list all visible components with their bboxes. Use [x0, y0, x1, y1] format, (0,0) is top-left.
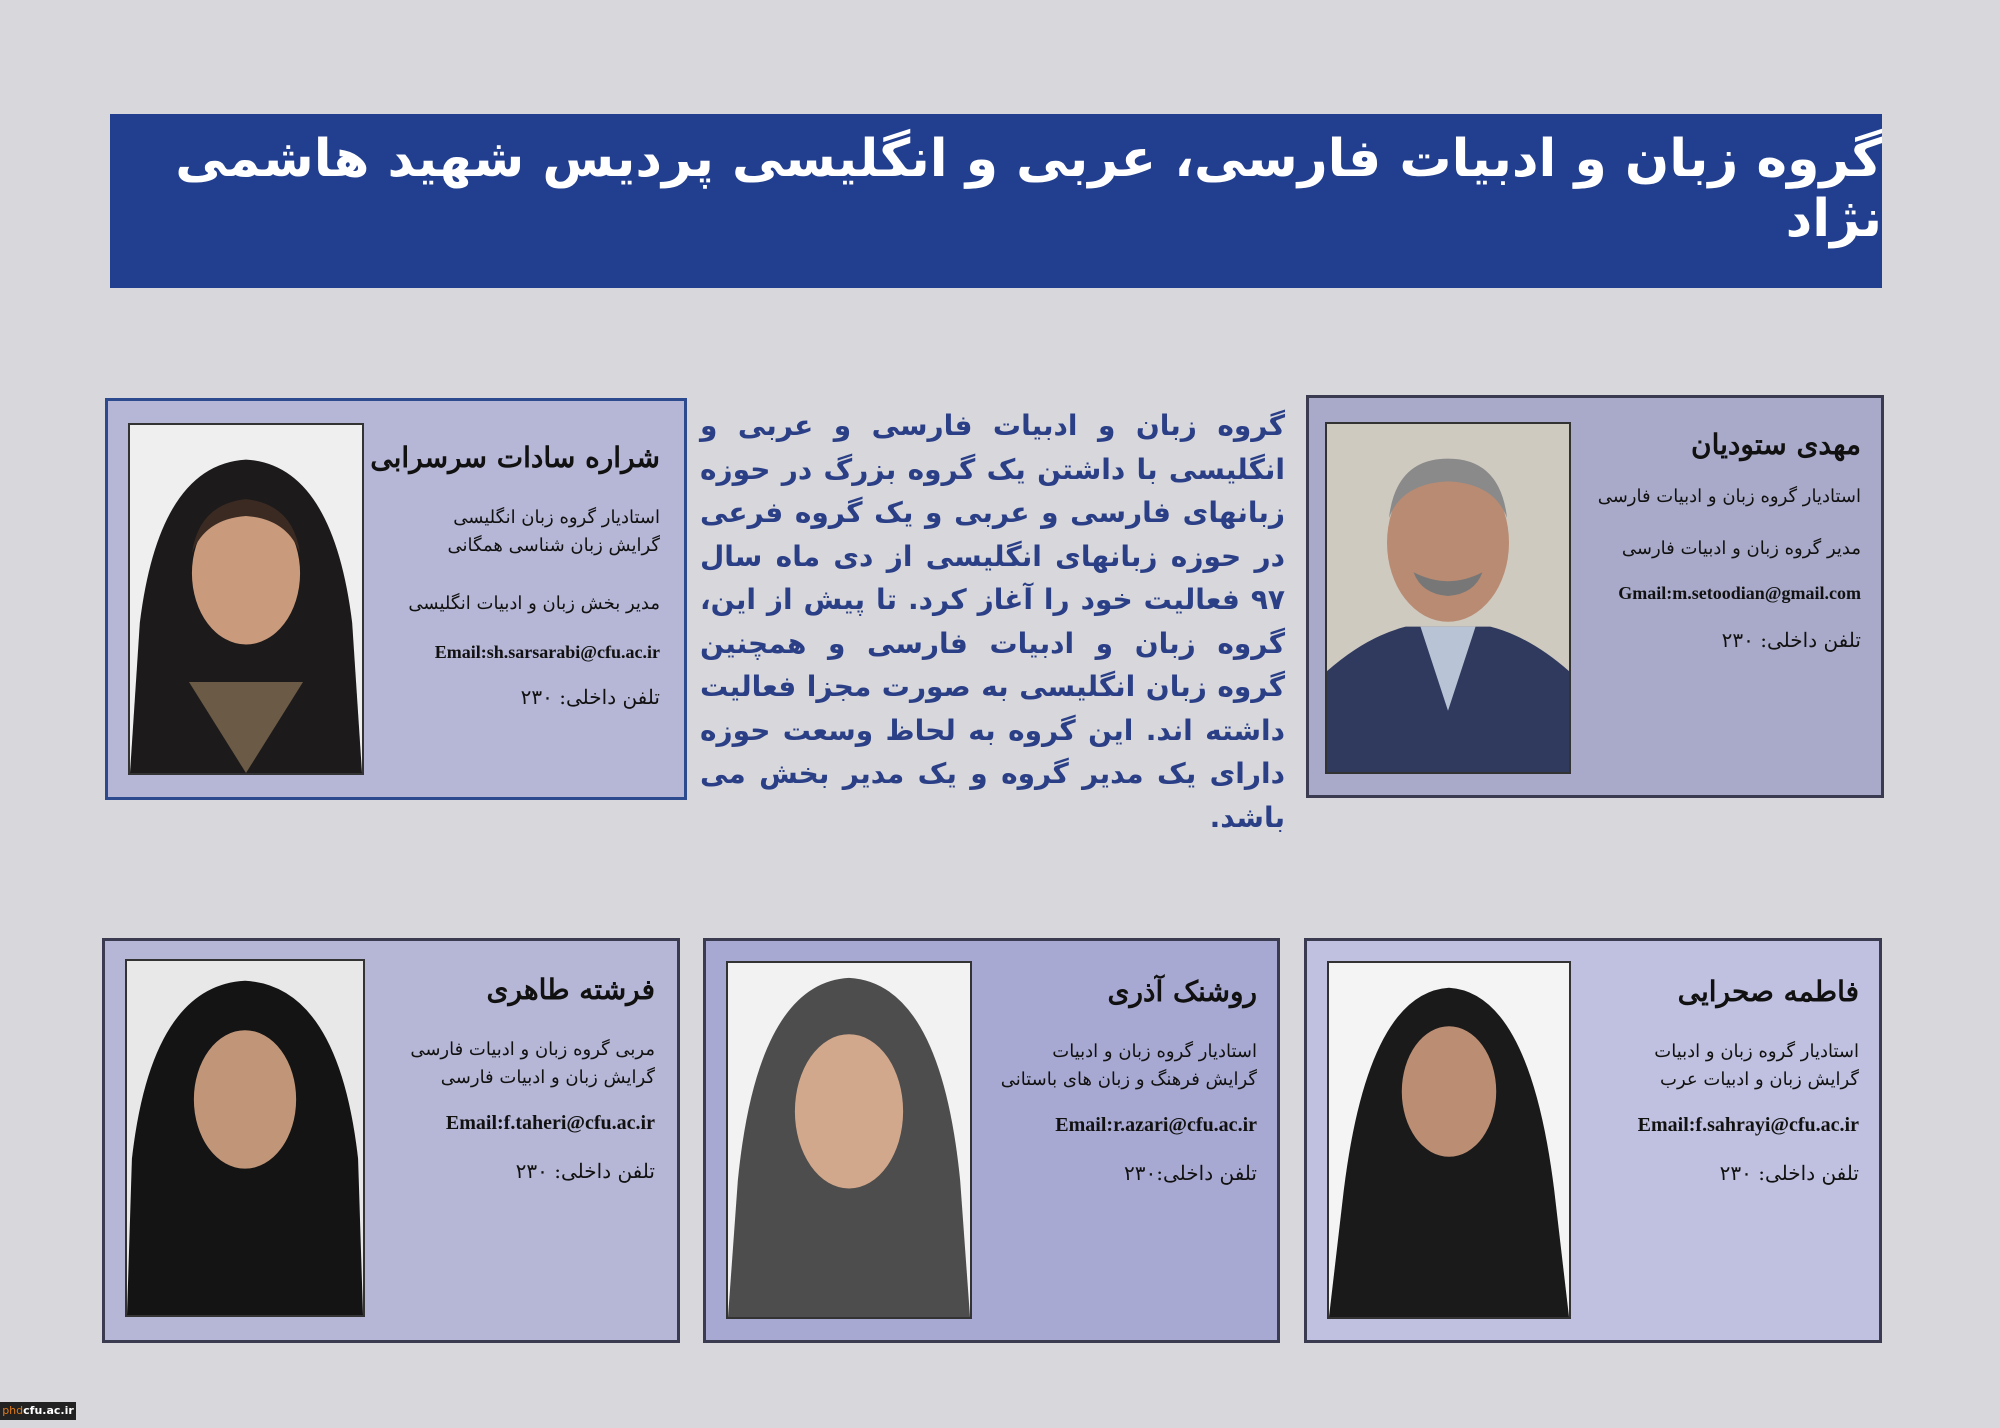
- woman-portrait-icon: [728, 963, 970, 1317]
- profile-photo: [128, 423, 364, 775]
- man-portrait-icon: [1327, 424, 1569, 772]
- profile-title: استادیار گروه زبان و ادبیات فارسی: [1597, 486, 1861, 507]
- profile-card-sarsarabi: [105, 398, 687, 800]
- profile-specialty: گرایش زبان شناسی همگانی: [447, 535, 660, 556]
- group-intro-text: گروه زبان و ادبیات فارسی و عربی و انگلیسی با داشتن یک گروه بزرگ در حوزه زبانهای فارسی و عربی و یک گروه فرعی در حوزه زبانهای انگلیسی از دی ماه سال ۹۷ فعالیت خود را آغاز کرد. تا پیش از این، گروه زبان و ادبیات فارسی و همچنین گروه زبان انگلیسی به صورت مجزا فعالیت داشته اند. این گروه به لحاظ وسعت حوزه دارای یک مدیر گروه و یک مدیر بخش می باشد.: [700, 409, 1285, 834]
- profile-email: Email:sh.sarsarabi@cfu.ac.ir: [434, 642, 660, 662]
- profile-phone: تلفن داخلی: ۲۳۰: [1719, 1161, 1859, 1185]
- profile-specialty: گرایش زبان و ادبیات فارسی: [440, 1067, 655, 1088]
- profile-email: Email:f.taheri@cfu.ac.ir: [445, 1112, 655, 1134]
- profile-email: Email:f.sahrayi@cfu.ac.ir: [1637, 1114, 1859, 1136]
- watermark-prefix: phd: [2, 1404, 24, 1417]
- watermark-suffix: cfu.ac.ir: [23, 1404, 74, 1417]
- profile-photo: [1327, 961, 1571, 1319]
- profile-name: مهدی ستودیان: [1691, 428, 1861, 461]
- profile-title: استادیار گروه زبان انگلیسی: [453, 507, 660, 528]
- profile-phone: تلفن داخلی:۲۳۰: [1124, 1161, 1257, 1185]
- page-banner: [110, 114, 1882, 288]
- profile-email: Email:r.azari@cfu.ac.ir: [1055, 1114, 1257, 1136]
- profile-role: مدیر گروه زبان و ادبیات فارسی: [1621, 538, 1861, 559]
- profile-card-setoodian: [1306, 395, 1884, 798]
- profile-phone: تلفن داخلی: ۲۳۰: [515, 1159, 655, 1183]
- woman-portrait-icon: [130, 425, 362, 773]
- page-title: گروه زبان و ادبیات فارسی، عربی و انگلیسی پردیس شهید هاشمی نژاد: [175, 129, 1882, 249]
- profile-name: فرشته طاهری: [486, 973, 655, 1006]
- site-watermark: [0, 1402, 76, 1420]
- profile-photo: [1325, 422, 1571, 774]
- profile-name: روشنک آذری: [1107, 975, 1257, 1008]
- woman-portrait-icon: [127, 961, 363, 1315]
- profile-title: استادیار گروه زبان و ادبیات: [1654, 1041, 1859, 1062]
- profile-name: فاطمه صحرایی: [1677, 975, 1859, 1008]
- profile-photo: [726, 961, 972, 1319]
- profile-email: Gmail:m.setoodian@gmail.com: [1618, 583, 1861, 603]
- profile-role: مدیر بخش زبان و ادبیات انگلیسی: [408, 593, 660, 614]
- woman-portrait-icon: [1329, 963, 1569, 1317]
- profile-phone: تلفن داخلی: ۲۳۰: [520, 685, 660, 709]
- profile-name: شراره سادات سرسرابی: [370, 441, 660, 474]
- profile-title: استادیار گروه زبان و ادبیات: [1052, 1041, 1257, 1062]
- profile-specialty: گرایش فرهنگ و زبان های باستانی: [1000, 1069, 1257, 1090]
- profile-card-taheri: [102, 938, 680, 1343]
- profile-card-azari: [703, 938, 1280, 1343]
- profile-specialty: گرایش زبان و ادبیات عرب: [1660, 1069, 1859, 1090]
- profile-photo: [125, 959, 365, 1317]
- profile-title: مربی گروه زبان و ادبیات فارسی: [410, 1039, 655, 1060]
- profile-phone: تلفن داخلی: ۲۳۰: [1721, 628, 1861, 652]
- profile-card-sahrayi: [1304, 938, 1882, 1343]
